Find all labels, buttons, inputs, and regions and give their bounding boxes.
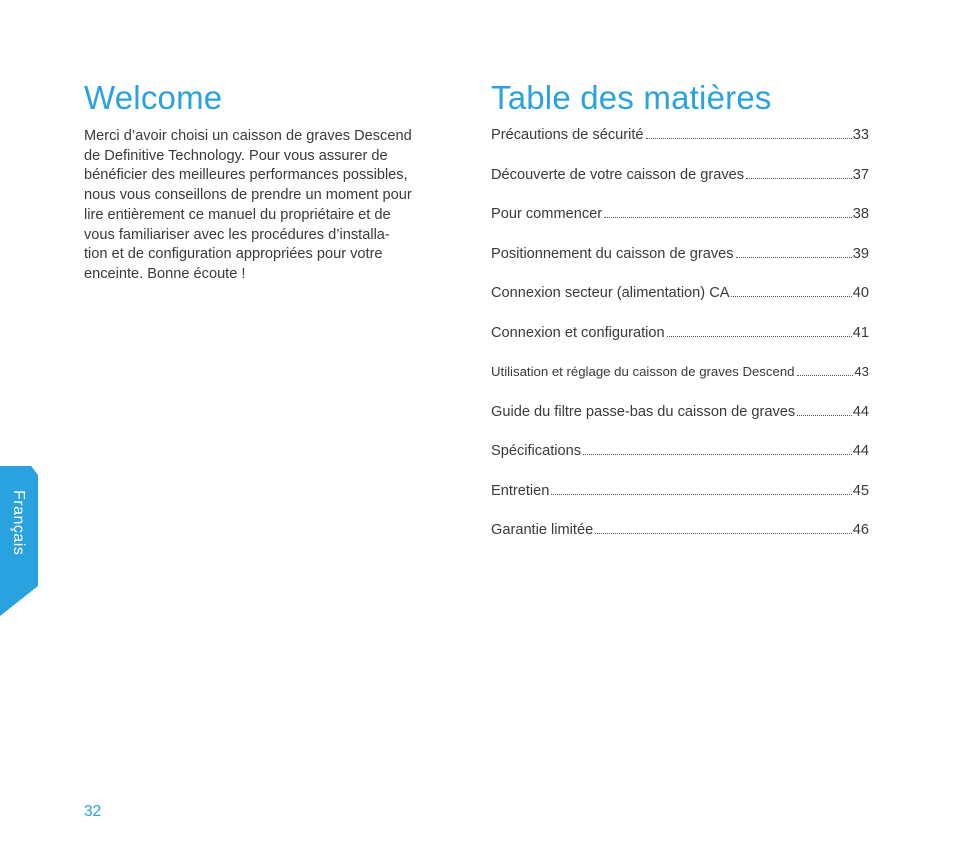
welcome-line: Merci d’avoir choisi un caisson de graves Descend [84,128,412,144]
toc-entry-title: Spécifications [491,443,582,459]
welcome-line: bénéficier des meilleures performances possibles, [84,167,408,184]
toc-entry-page: 37 [852,166,869,183]
toc-entry-specifications[interactable] [491,443,869,463]
toc-entry-title: Pour commencer [491,206,603,222]
language-tab-label: Français [10,490,27,556]
toc-leader-dots [551,493,851,495]
toc-heading: Table des matières [491,79,772,116]
toc-entry-connexion-configuration[interactable] [491,325,869,345]
welcome-line: nous vous conseillons de prendre un moment pour [84,187,412,204]
toc-entry-title: Découverte de votre caisson de graves [491,166,745,183]
toc-entry-title: Connexion secteur (alimentation) CA [491,285,730,301]
toc-entry-title: Utilisation et réglage du caisson de graves Descend [491,364,795,379]
toc-entry-title: Entretien [491,482,550,499]
welcome-line: enceinte. Bonne écoute ! [84,265,246,282]
toc-entry-page: 39 [852,245,869,262]
welcome-heading: Welcome [84,79,223,116]
welcome-line: vous familiariser avec les procédures d’installa- [84,226,390,243]
toc-entry-page: 43 [854,364,869,379]
toc-leader-dots [667,335,852,337]
toc-leader-dots [595,532,852,534]
toc-entry-page: 46 [852,522,869,538]
toc-leader-dots [797,414,852,416]
toc-entry-page: 44 [852,403,869,420]
toc-leader-dots [731,295,851,297]
toc-entry-garantie[interactable] [491,522,869,542]
toc-leader-dots [736,256,852,258]
toc-entry-page: 45 [852,482,869,499]
toc-leader-dots [797,374,854,376]
toc-leader-dots [646,137,852,139]
toc-entry-precautions[interactable] [491,127,869,147]
toc-leader-dots [604,216,852,218]
toc-entry-title: Guide du filtre passe-bas du caisson de graves [491,403,796,420]
toc-leader-dots [746,177,852,179]
toc-entry-page: 44 [852,443,869,459]
toc-entry-title: Connexion et configuration [491,324,665,341]
toc-entry-title: Positionnement du caisson de graves [491,245,734,262]
welcome-line: lire entièrement ce manuel du propriétaire et de [84,206,391,223]
toc-entry-page: 41 [852,324,869,341]
toc-entry-pour-commencer[interactable] [491,206,869,226]
toc-entry-page: 40 [852,285,869,301]
toc-entry-utilisation[interactable] [491,364,869,384]
toc-entry-positionnement[interactable] [491,246,869,266]
toc-entry-title: Précautions de sécurité [491,127,644,143]
toc-entry-title: Garantie limitée [491,522,594,538]
welcome-paragraph [84,127,456,285]
toc-entry-guide-filtre[interactable] [491,404,869,424]
toc-entry-page: 38 [852,206,869,222]
toc-leader-dots [583,453,852,455]
welcome-line: de Definitive Technology. Pour vous assurer de [84,147,388,164]
welcome-line: tion et de configuration appropriées pour votre [84,246,383,263]
toc-entry-decouverte[interactable] [491,167,869,187]
page-number: 32 [84,803,102,820]
toc-entry-connexion-secteur[interactable] [491,285,869,305]
toc-entry-entretien[interactable] [491,483,869,503]
toc-entry-page: 33 [852,127,869,143]
